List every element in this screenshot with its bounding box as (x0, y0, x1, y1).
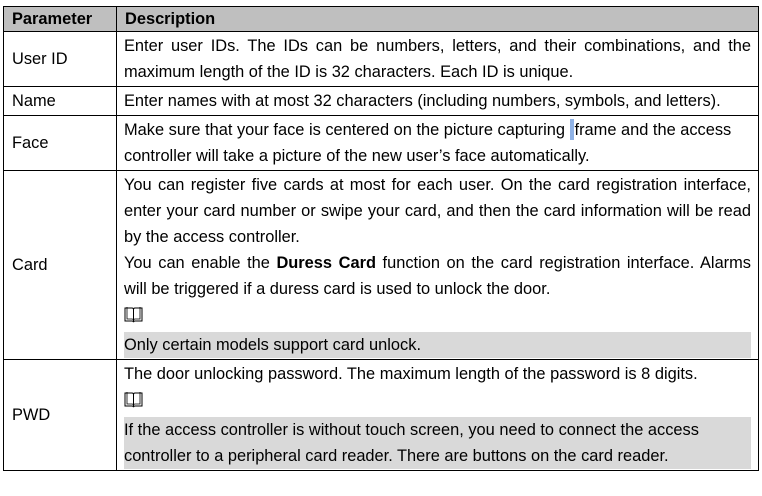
description-text-part: Make sure that your face is centered on the picture capturing (124, 121, 565, 139)
description-text (124, 117, 751, 169)
note-text: Only certain models support card unlock. (124, 332, 751, 358)
param-cell: User ID (4, 32, 117, 87)
open-book-icon (124, 391, 751, 417)
text-cursor (570, 119, 574, 140)
description-cell (117, 360, 759, 471)
description-cell (117, 32, 759, 87)
duress-card-term: Duress Card (276, 254, 376, 272)
open-book-icon (124, 306, 751, 332)
description-text-part: function on the card registration interface. Alarms will be triggered if a duress card is used to unlock the door. (124, 254, 751, 298)
param-cell: Card (4, 171, 117, 360)
table-row (4, 87, 759, 116)
note-text: If the access controller is without touch screen, you need to connect the access controller to a peripheral card reader. There are buttons on the card reader. (124, 417, 751, 469)
description-text: The door unlocking password. The maximum length of the password is 8 digits. (124, 365, 698, 383)
description-text: You can register five cards at most for each user. On the card registration interface, enter your card number or swipe your card, and then the card information will be read by the access controller. (124, 176, 751, 246)
parameter-table (3, 6, 759, 471)
header-description: Description (117, 7, 759, 32)
description-cell (117, 87, 759, 116)
description-cell (117, 116, 759, 171)
description-cell (117, 171, 759, 360)
description-text-part: You can enable the (124, 254, 277, 272)
param-cell: Face (4, 116, 117, 171)
table-row (4, 171, 759, 360)
description-text: Enter user IDs. The IDs can be numbers, letters, and their combinations, and the maximum length of the ID is 32 characters. Each ID is unique. (124, 37, 751, 81)
table-row (4, 360, 759, 471)
description-text (124, 250, 751, 302)
table-header-row (4, 7, 759, 32)
table-row (4, 116, 759, 171)
param-cell: Name (4, 87, 117, 116)
description-text-part: frame and the access controller will take a picture of the new user’s face automatically. (124, 121, 732, 165)
param-cell: PWD (4, 360, 117, 471)
header-parameter: Parameter (4, 7, 117, 32)
table-row (4, 32, 759, 87)
description-text: Enter names with at most 32 characters (including numbers, symbols, and letters). (124, 92, 721, 110)
